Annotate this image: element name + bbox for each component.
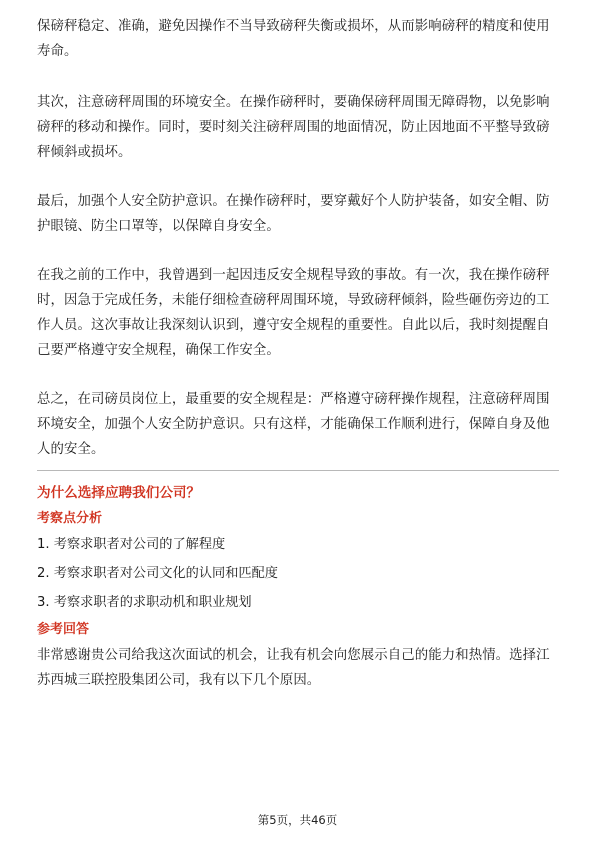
paragraph-personal-protection: 最后，加强个人安全防护意识。在操作磅秤时，要穿戴好个人防护装备，如安全帽、防护眼镜、防尘口罩等，以保障自身安全。 bbox=[37, 194, 550, 234]
page-number: 第5页，共46页 bbox=[257, 813, 338, 827]
paragraph-conclusion: 总之，在司磅员岗位上，最重要的安全规程是：严格遵守磅秤操作规程，注意磅秤周围环境安全，加强个人安全防护意识。只有这样，才能确保工作顺利进行，保障自身及他人的安全。 bbox=[37, 392, 550, 457]
paragraph-environment-safety: 其次，注意磅秤周围的环境安全。在操作磅秤时，要确保磅秤周围无障碍物，以免影响磅秤的移动和操作。同时，要时刻关注磅秤周围的地面情况，防止因地面不平整导致磅秤倾斜或损坏。 bbox=[37, 95, 550, 160]
answer-heading: 参考回答 bbox=[37, 622, 90, 637]
analysis-heading: 考察点分析 bbox=[37, 511, 103, 526]
question-title: 为什么选择应聘我们公司？ bbox=[37, 485, 201, 501]
analysis-list bbox=[37, 532, 559, 615]
paragraph-stability: 保磅秤稳定、准确，避免因操作不当导致磅秤失衡或损坏，从而影响磅秤的精度和使用寿命。 bbox=[37, 19, 550, 59]
analysis-item: 1. 考察求职者对公司的了解程度 bbox=[37, 537, 226, 552]
section-divider bbox=[37, 470, 559, 471]
answer-text: 非常感谢贵公司给我这次面试的机会，让我有机会向您展示自己的能力和热情。选择江苏西城三联控股集团公司，我有以下几个原因。 bbox=[37, 648, 550, 688]
page-content bbox=[37, 14, 559, 693]
analysis-item: 2. 考察求职者对公司文化的认同和匹配度 bbox=[37, 566, 278, 581]
paragraph-past-incident: 在我之前的工作中，我曾遇到一起因违反安全规程导致的事故。有一次，我在操作磅秤时，因急于完成任务，未能仔细检查磅秤周围环境，导致磅秤倾斜，险些砸伤旁边的工作人员。这次事故让我深刻认识到，遵守安全规程的重要性。自此以后，我时刻提醒自己要严格遵守安全规程，确保工作安全。 bbox=[37, 268, 550, 358]
analysis-item: 3. 考察求职者的求职动机和职业规划 bbox=[37, 595, 252, 610]
